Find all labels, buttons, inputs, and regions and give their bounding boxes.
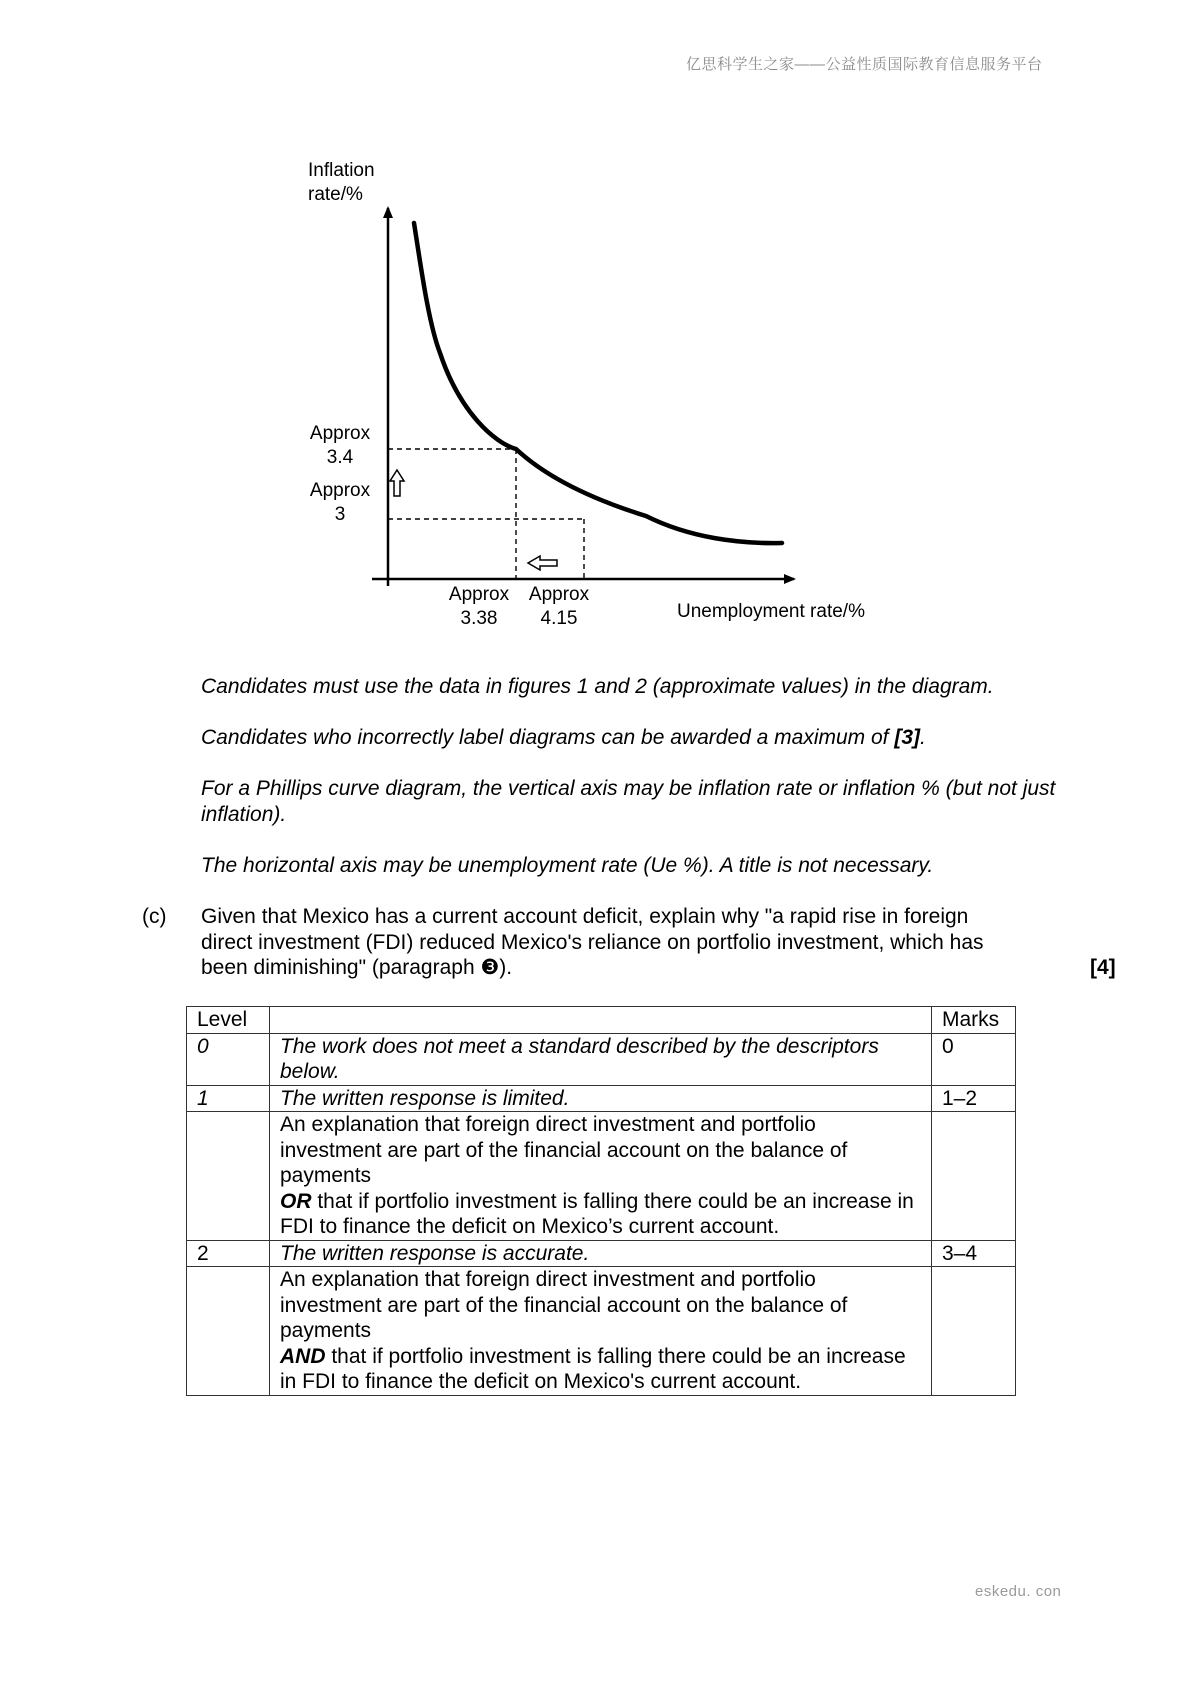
x-tick-label-4-15-line1: Approx <box>528 584 590 605</box>
phillips-curve-diagram <box>260 150 920 640</box>
row2-marks: 3–4 <box>932 1240 1016 1267</box>
row2-detail-a: An explanation that foreign direct investment and portfolio investment are part of the financial account on the balance of payments <box>280 1268 848 1342</box>
note-labels-text: Candidates who incorrectly label diagrams can be awarded a maximum of <box>201 726 895 749</box>
table-header-row <box>187 1007 1016 1034</box>
table-row <box>187 1033 1016 1085</box>
row0-level: 0 <box>187 1033 270 1085</box>
row2-detail <box>270 1267 932 1396</box>
note-vertical-axis: For a Phillips curve diagram, the vertical axis may be inflation rate or inflation % (but not just inflation). <box>201 777 1056 826</box>
row2-detail-keyword: AND <box>280 1344 326 1368</box>
row2-level: 2 <box>187 1240 270 1267</box>
row1-detail <box>270 1112 932 1241</box>
note-labels-max: [3] <box>894 726 921 749</box>
row1-detail-keyword: OR <box>280 1189 312 1213</box>
row1-detail-marks <box>932 1112 1016 1241</box>
row1-level: 1 <box>187 1085 270 1112</box>
y-axis-label-line1: Inflation <box>308 160 375 181</box>
row2-detail-marks <box>932 1267 1016 1396</box>
note-horizontal-axis: The horizontal axis may be unemployment rate (Ue %). A title is not necessary. <box>201 854 934 877</box>
arrow-left-icon <box>528 556 557 570</box>
row2-descriptor: The written response is accurate. <box>270 1240 932 1267</box>
header-level: Level <box>187 1007 270 1034</box>
y-tick-label-3-4-line2: 3.4 <box>326 447 354 468</box>
y-tick-label-3-line2: 3 <box>334 504 346 525</box>
x-tick-label-3-38-line1: Approx <box>448 584 510 605</box>
note-labels <box>201 725 1121 751</box>
question-marks: [4] <box>1090 956 1116 979</box>
row1-detail-level <box>187 1112 270 1241</box>
table-row <box>187 1240 1016 1267</box>
header-marks: Marks <box>932 1007 1016 1034</box>
row1-marks: 1–2 <box>932 1085 1016 1112</box>
note-figures: Candidates must use the data in figures 1 and 2 (approximate values) in the diagram. <box>201 675 994 698</box>
row1-descriptor: The written response is limited. <box>270 1085 932 1112</box>
header-descriptor <box>270 1007 932 1034</box>
page-header: 亿思科学生之家——公益性质国际教育信息服务平台 <box>686 56 1043 73</box>
row0-marks: 0 <box>932 1033 1016 1085</box>
phillips-curve <box>414 223 782 543</box>
row2-detail-b: that if portfolio investment is falling there could be an increase in FDI to finance the deficit on Mexico's current account. <box>280 1344 906 1393</box>
note-labels-end: . <box>920 726 926 749</box>
question-text: Given that Mexico has a current account deficit, explain why "a rapid rise in foreign direct investment (FDI) reduced Mexico's reliance on portfolio investment, which has been diminishing" (paragraph ❸). <box>201 905 984 979</box>
arrow-up-icon <box>390 470 404 496</box>
question-label: (c) <box>142 905 167 928</box>
y-tick-label-3-line1: Approx <box>309 480 371 501</box>
y-tick-label-3-4-line1: Approx <box>309 423 371 444</box>
table-row <box>187 1112 1016 1241</box>
row0-descriptor: The work does not meet a standard described by the descriptors below. <box>270 1033 932 1085</box>
x-tick-label-4-15-line2: 4.15 <box>540 608 578 629</box>
row2-detail-level <box>187 1267 270 1396</box>
y-axis-label-line2: rate/% <box>308 184 363 205</box>
markscheme-table <box>186 1006 1016 1396</box>
x-tick-label-3-38-line2: 3.38 <box>460 608 498 629</box>
row1-detail-a: An explanation that foreign direct investment and portfolio investment are part of the financial account on the balance of payments <box>280 1113 848 1187</box>
x-axis-label: Unemployment rate/% <box>677 601 865 622</box>
row1-detail-b: that if portfolio investment is falling there could be an increase in FDI to finance the deficit on Mexico’s current account. <box>280 1189 914 1238</box>
page-footer: eskedu. con <box>975 1583 1062 1600</box>
marking-notes <box>201 674 1121 904</box>
table-row <box>187 1267 1016 1396</box>
table-row <box>187 1085 1016 1112</box>
